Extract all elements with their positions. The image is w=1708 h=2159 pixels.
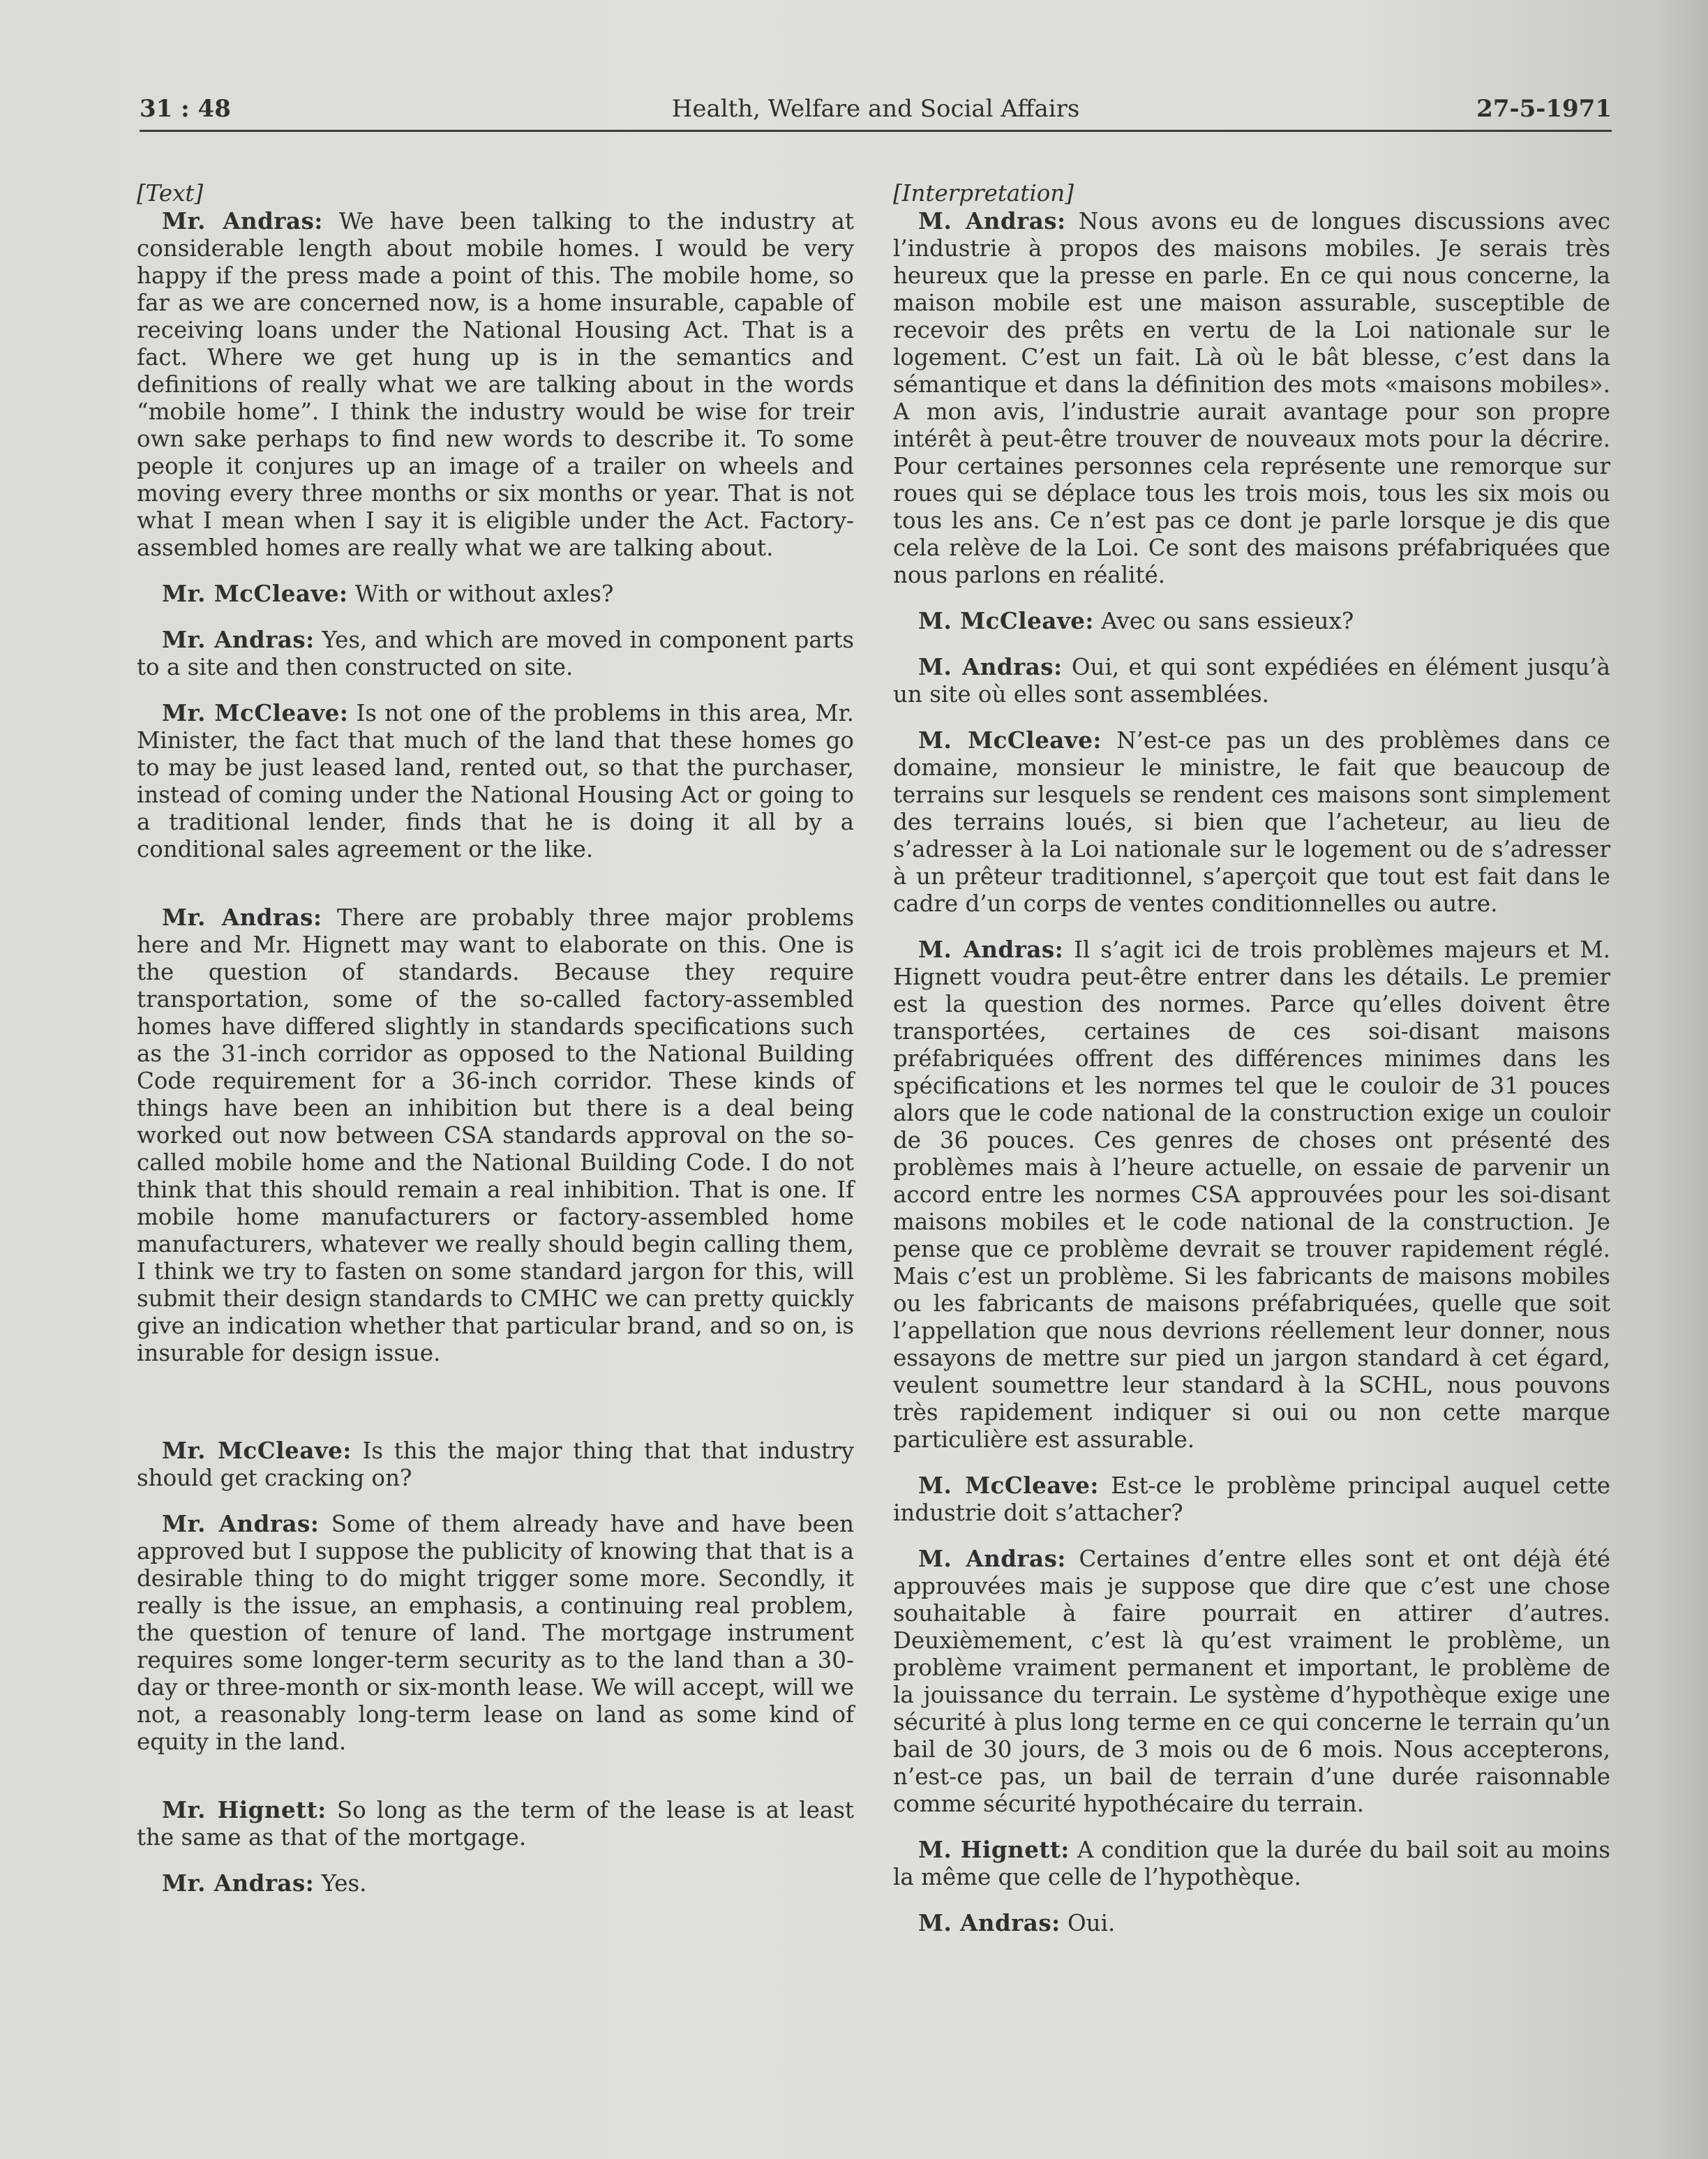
- speaker-name: Mr. Andras:: [162, 1510, 320, 1537]
- transcript-paragraph: [893, 1472, 1610, 1527]
- speaker-name: Mr. Andras:: [162, 904, 322, 931]
- transcript-paragraph: [137, 626, 854, 681]
- transcript-paragraph: [137, 580, 854, 608]
- transcript-paragraph: [893, 207, 1610, 589]
- speech-text: There are probably three major problems here and Mr. Hignett may want to elaborate on this. One is the question of standards. Because they require transportation, some of the so-called factory-assembled homes have differed slightly in standards specifications such as the 31-inch corridor as opposed to the National Building Code requirement for a 36-inch corridor. These kinds of things have been an inhibition but there is a deal being worked out now between CSA standards approval on the so-called mobile home and the National Building Code. I do not think that this should remain a real inhibition. That is one. If mobile home manufacturers or factory-assembled home manufacturers, whatever we really should begin calling them, I think we try to fasten on some standard jargon for this, will submit their design standards to CMHC we can pretty quickly give an indication whether that particular brand, and so on, is insurable for design issue.: [137, 904, 854, 1366]
- speaker-name: M. McCleave:: [918, 726, 1102, 754]
- speech-text: A condition que la durée du bail soit au moins la même que celle de l’hypothèque.: [893, 1837, 1610, 1890]
- transcript-paragraph: [137, 1510, 854, 1756]
- speech-text: With or without axles?: [354, 581, 614, 607]
- speaker-name: M. McCleave:: [918, 1472, 1099, 1499]
- speaker-name: Mr. McCleave:: [162, 1437, 352, 1464]
- speaker-name: M. Andras:: [918, 207, 1066, 234]
- transcript-paragraph: [137, 1796, 854, 1851]
- speaker-name: M. Andras:: [918, 1909, 1061, 1936]
- french-column: [893, 180, 1610, 1955]
- speaker-name: Mr. McCleave:: [162, 580, 348, 607]
- speaker-name: M. Hignett:: [918, 1836, 1070, 1863]
- speaker-name: M. Andras:: [918, 653, 1063, 680]
- issue-date: 27-5-1971: [1476, 95, 1612, 123]
- speaker-name: Mr. Andras:: [162, 1869, 315, 1897]
- speaker-name: Mr. Andras:: [162, 626, 315, 653]
- speech-text: Il s’agit ici de trois problèmes majeurs et M. Hignett voudra peut-être entrer dans les détails. Le premier est la question des normes. Parce qu’elles doivent être transportées, certaines de ces soi-disant maisons préfabriquées offrent des différences minimes dans les spécifications et les normes tel que le couloir de 31 pouces alors que le code national de la construction exige un couloir de 36 pouces. Ces genres de choses ont présenté des problèmes mais à l’heure actuelle, on essaie de parvenir un accord entre les normes CSA approuvées pour les soi-disant maisons mobiles et le code national de la construction. Je pense que ce problème devrait se trouver rapidement réglé. Mais c’est un problème. Si les fabricants de maisons mobiles ou les fabricants de maisons préfabriquées, quelle que soit l’appellation que nous devrions réellement leur donner, nous essayons de mettre sur pied un jargon standard à cet égard, veulent soumettre leur standard à la SCHL, nous pouvons très rapidement indiquer si oui ou non cette marque particulière est assurable.: [893, 936, 1610, 1453]
- transcript-paragraph: [893, 726, 1610, 918]
- speech-text: Oui.: [1068, 1910, 1116, 1936]
- speaker-name: Mr. Andras:: [162, 207, 323, 234]
- speech-text: We have been talking to the industry at considerable length about mobile homes. I would be very happy if the press made a point of this. The mobile home, so far as we are concerned now, is a home insurable, capable of receiving loans under the National Housing Act. That is a fact. Where we get hung up is in the semantics and definitions of really what we are talking about in the words “mobile home”. I think the industry would be wise for treir own sake perhaps to find new words to describe it. To some people it conjures up an image of a trailer on wheels and moving every three months or six months or year. That is not what I mean when I say it is eligible under the Act. Factory-assembled homes are really what we are talking about.: [137, 208, 854, 561]
- column-label-interpretation: [Interpretation]: [893, 180, 1074, 207]
- speech-text: Yes, and which are moved in component parts to a site and then constructed on site.: [137, 627, 854, 680]
- column-label-text: [Text]: [137, 180, 204, 207]
- transcript-paragraph: [137, 699, 854, 863]
- transcript-paragraph: [137, 904, 854, 1367]
- page-folio: 31 : 48: [140, 95, 231, 123]
- transcript-paragraph: [893, 936, 1610, 1454]
- transcript-paragraph: [893, 1836, 1610, 1891]
- speech-text: Avec ou sans essieux?: [1101, 608, 1354, 634]
- running-header: [140, 92, 1612, 132]
- transcript-paragraph: [137, 1437, 854, 1492]
- speech-text: Is not one of the problems in this area, Mr. Minister, the fact that much of the land that these homes go to may be just leased land, rented out, so that the purchaser, instead of coming under the National Housing Act or going to a traditional lender, finds that he is doing it all by a conditional sales agreement or the like.: [137, 700, 854, 862]
- speech-text: Some of them already have and have been approved but I suppose the publicity of knowing that that is a desirable thing to do might trigger some more. Secondly, it really is the issue, an emphasis, a continuing real problem, the question of tenure of land. The mortgage instrument requires some longer-term security as to the land than a 30-day or three-month or six-month lease. We will accept, will we not, a reasonably long-term lease on land as some kind of equity in the land.: [137, 1511, 854, 1755]
- speaker-name: M. McCleave:: [918, 607, 1094, 634]
- transcript-paragraph: [137, 1869, 854, 1897]
- transcript-paragraph: [893, 1909, 1610, 1937]
- transcript-paragraph: [893, 1545, 1610, 1818]
- transcript-paragraph: [893, 607, 1610, 635]
- speaker-name: Mr. Hignett:: [162, 1796, 327, 1823]
- speech-text: N’est-ce pas un des problèmes dans ce domaine, monsieur le ministre, le fait que beaucoup de terrains sur lesquels se rendent ces maisons sont simplement des terrains loués, si bien que l’acheteur, au lieu de s’adresser à la Loi nationale sur le logement ou de s’adresser à un prêteur traditionnel, s’aperçoit que tout est fait dans le cadre d’un corps de ventes conditionnelles ou autre.: [893, 727, 1610, 917]
- speech-text: Oui, et qui sont expédiées en élément jusqu’à un site où elles sont assemblées.: [893, 654, 1610, 708]
- publication-title: Health, Welfare and Social Affairs: [671, 95, 1080, 123]
- speech-text: Yes.: [321, 1870, 367, 1897]
- speech-text: Certaines d’entre elles sont et ont déjà été approuvées mais je suppose que dire que c’est une chose souhaitable à faire pourrait en attirer d’autres. Deuxièmement, c’est là qu’est vraiment le problème, un problème vraiment permanent et important, le problème de la jouissance du terrain. Le système d’hypothèque exige une sécurité à plus long terme en ce qui concerne le terrain qu’un bail de 30 jours, de 3 mois ou de 6 mois. Nous accepterons, n’est-ce pas, un bail de terrain d’une durée raisonnable comme sécurité hypothécaire du terrain.: [893, 1546, 1610, 1817]
- english-column: [137, 180, 854, 1915]
- speech-text: So long as the term of the lease is at least the same as that of the mortgage.: [137, 1797, 854, 1851]
- speaker-name: M. Andras:: [918, 936, 1064, 963]
- speaker-name: Mr. McCleave:: [162, 699, 349, 726]
- speaker-name: M. Andras:: [918, 1545, 1066, 1572]
- speech-text: Is this the major thing that that industry should get cracking on?: [137, 1437, 854, 1491]
- speech-text: Nous avons eu de longues discussions avec l’industrie à propos des maisons mobiles. Je serais très heureux que la presse en parle. En ce qui nous concerne, la maison mobile est une maison assurable, susceptible de recevoir des prêts en vertu de la Loi nationale sur le logement. C’est un fait. Là où le bât blesse, c’est dans la sémantique et dans la définition des mots «maisons mobiles». A mon avis, l’industrie aurait avantage pour son propre intérêt à peut-être trouver de nouveaux mots pour la décrire. Pour certaines personnes cela représente une remorque sur roues qui se déplace tous les trois mois, tous les six mois ou tous les ans. Ce n’est pas ce dont je parle lorsque je dis que cela relève de la Loi. Ce sont des maisons préfabriquées que nous parlons en réalité.: [893, 208, 1610, 588]
- transcript-paragraph: [137, 207, 854, 562]
- speech-text: Est-ce le problème principal auquel cette industrie doit s’attacher?: [893, 1472, 1610, 1526]
- transcript-paragraph: [893, 653, 1610, 708]
